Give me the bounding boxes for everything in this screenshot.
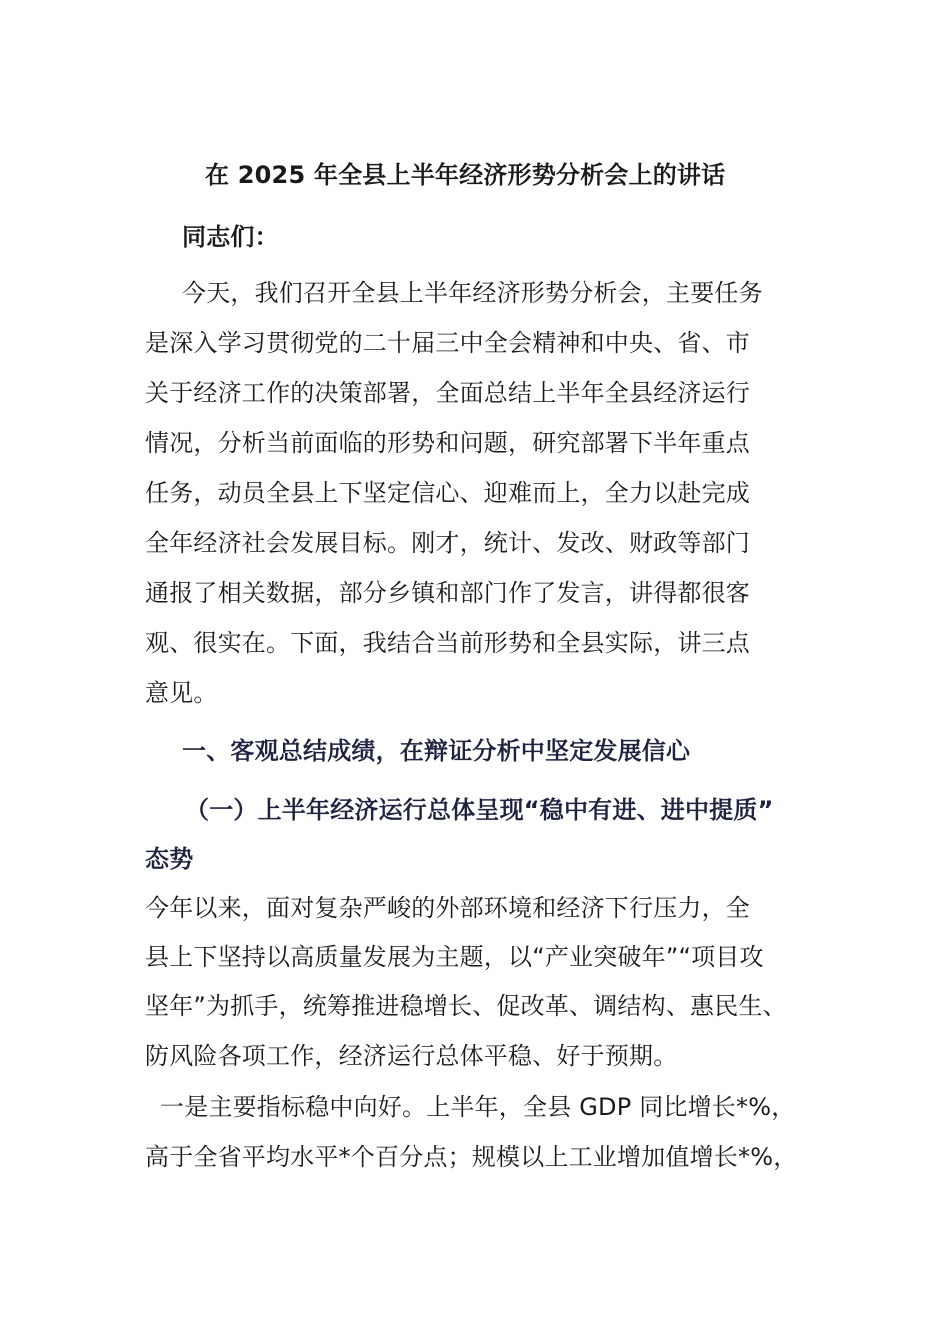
intro-line: 关于经济工作的决策部署，全面总结上半年全县经济运行 [145,379,750,407]
intro-line: 今天，我们召开全县上半年经济形势分析会，主要任务 [182,279,763,307]
paragraph-line: 防风险各项工作，经济运行总体平稳、好于预期。 [145,1042,678,1070]
intro-line: 意见。 [145,679,218,707]
intro-line: 是深入学习贯彻党的二十届三中全会精神和中央、省、市 [145,329,750,357]
intro-line: 通报了相关数据，部分乡镇和部门作了发言，讲得都很客 [145,579,750,607]
subsection-heading: 态势 [145,845,194,873]
salutation: 同志们： [182,223,279,251]
document-title: 在 2025 年全县上半年经济形势分析会上的讲话 [205,161,726,189]
paragraph-line: 高于全省平均水平*个百分点；规模以上工业增加值增长*%， [145,1143,798,1171]
paragraph-line: 今年以来，面对复杂严峻的外部环境和经济下行压力，全 [145,894,750,922]
intro-line: 情况，分析当前面临的形势和问题，研究部署下半年重点 [145,429,750,457]
paragraph-line: 坚年”为抓手，统筹推进稳增长、促改革、调结构、惠民生、 [145,992,787,1020]
section-heading: 一、客观总结成绩，在辩证分析中坚定发展信心 [182,737,691,765]
paragraph-line: 县上下坚持以高质量发展为主题，以“产业突破年”“项目攻 [145,943,764,971]
intro-line: 任务，动员全县上下坚定信心、迎难而上，全力以赴完成 [145,479,750,507]
intro-line: 观、很实在。下面，我结合当前形势和全县实际，讲三点 [145,629,750,657]
intro-line: 全年经济社会发展目标。刚才，统计、发改、财政等部门 [145,529,750,557]
subsection-heading: （一）上半年经济运行总体呈现“稳中有进、进中提质” [185,796,774,824]
paragraph-line: 一是主要指标稳中向好。上半年，全县 GDP 同比增长*%， [160,1093,796,1121]
